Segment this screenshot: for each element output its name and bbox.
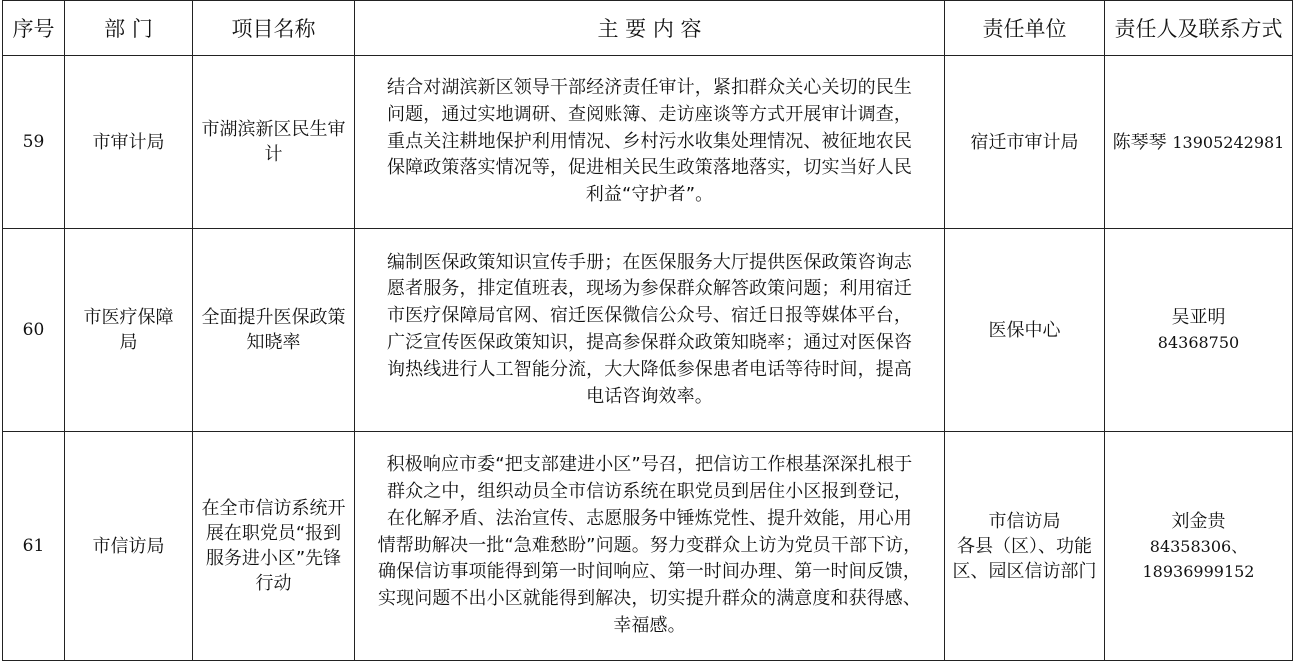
person-phone: 84358306、 (1149, 536, 1248, 556)
row-unit (945, 229, 1105, 432)
row-dept: 市审计局 (65, 56, 193, 229)
project-line: 行动 (255, 573, 292, 594)
content-line: 积极响应市委“把支部建进小区”号召，把信访工作根基深深扎根于 (386, 454, 913, 476)
content-line: 问题，通过实地调研、查阅账簿、走访座谈等方式开展审计调查， (387, 103, 912, 125)
header-row (3, 1, 1293, 56)
content-line: 利益“守护者”。 (585, 184, 714, 206)
content-line: 保障政策落实情况等，促进相关民生政策落地落实，切实当好人民 (387, 157, 912, 179)
project-line: 展在职党员“报到 (205, 523, 342, 544)
unit-line: 各县（区）、功能 (957, 535, 1092, 557)
row-content (355, 432, 945, 661)
row-content (355, 229, 945, 432)
unit-line: 市信访局 (988, 510, 1061, 532)
person-name: 吴亚明 (1171, 307, 1226, 328)
row-person (1105, 229, 1293, 432)
content-line: 结合对湖滨新区领导干部经济责任审计，紧扣群众关心关切的民生 (387, 77, 912, 98)
header-seq: 序号 (3, 1, 65, 56)
header-project: 项目名称 (193, 1, 355, 56)
content-line: 愿者服务，排定值班表，现场为参保群众解答政策问题；利用宿迁 (387, 278, 912, 300)
row-person (1105, 432, 1293, 661)
work-table (2, 0, 1293, 661)
content-line: 确保信访事项能得到第一时间响应、第一时间办理、第一时间反馈， (378, 561, 921, 583)
table-row (3, 56, 1293, 229)
content-line: 情帮助解决一批“急难愁盼”问题。努力变群众上访为党员干部下访， (377, 534, 922, 556)
person-phone: 84368750 (1157, 333, 1240, 352)
header-dept: 部 门 (65, 1, 193, 56)
project-line: 全面提升医保政策 (201, 307, 346, 328)
row-content (355, 56, 945, 229)
row-seq: 59 (3, 56, 65, 229)
row-unit (945, 432, 1105, 661)
person-phone-2: 18936999152 (1142, 561, 1255, 581)
header-unit: 责任单位 (945, 1, 1105, 56)
row-project (193, 432, 355, 661)
content-line: 电话咨询效率。 (586, 385, 713, 407)
dept-line: 局 (119, 332, 138, 353)
content-line: 询热线进行人工智能分流，大大降低参保患者电话等待时间，提高 (387, 358, 912, 380)
row-project (193, 56, 355, 229)
person-name: 陈琴琴 (1112, 131, 1167, 153)
content-line: 群众之中，组织动员全市信访系统在职党员到居住小区报到登记， (387, 481, 912, 502)
row-unit (945, 56, 1105, 229)
content-line: 幸福感。 (613, 614, 686, 636)
row-seq: 61 (3, 432, 65, 661)
table-row (3, 432, 1293, 661)
content-line: 在化解矛盾、法治宣传、志愿服务中锤炼党性、提升效能，用心用 (387, 507, 912, 529)
content-line: 市医疗保障局官网、宿迁医保微信公众号、宿迁日报等媒体平台， (387, 305, 912, 327)
unit-line: 宿迁市审计局 (970, 131, 1079, 153)
header-content: 主 要 内 容 (355, 1, 945, 56)
unit-line: 区、园区信访部门 (952, 560, 1097, 582)
row-seq: 60 (3, 229, 65, 432)
person-phone: 13905242981 (1172, 132, 1285, 152)
project-line: 知晓率 (246, 332, 301, 353)
project-line: 计 (264, 144, 283, 165)
unit-line: 医保中心 (988, 319, 1061, 341)
project-line: 服务进小区”先锋 (205, 548, 342, 569)
content-line: 广泛宣传医保政策知识，提高参保群众政策知晓率；通过对医保咨 (387, 332, 912, 353)
content-line: 实现问题不出小区就能得到解决，切实提升群众的满意度和获得感、 (378, 588, 921, 610)
table-row (3, 229, 1293, 432)
project-line: 在全市信访系统开 (201, 498, 346, 519)
person-name: 刘金贵 (1171, 510, 1226, 532)
dept-line: 市医疗保障 (83, 307, 174, 328)
header-person: 责任人及联系方式 (1105, 1, 1293, 56)
content-line: 编制医保政策知识宣传手册；在医保服务大厅提供医保政策咨询志 (387, 251, 912, 273)
project-line: 市湖滨新区民生审 (201, 119, 346, 140)
row-project (193, 229, 355, 432)
row-dept (65, 229, 193, 432)
row-dept: 市信访局 (65, 432, 193, 661)
row-person (1105, 56, 1293, 229)
content-line: 重点关注耕地保护利用情况、乡村污水收集处理情况、被征地农民 (387, 130, 912, 152)
